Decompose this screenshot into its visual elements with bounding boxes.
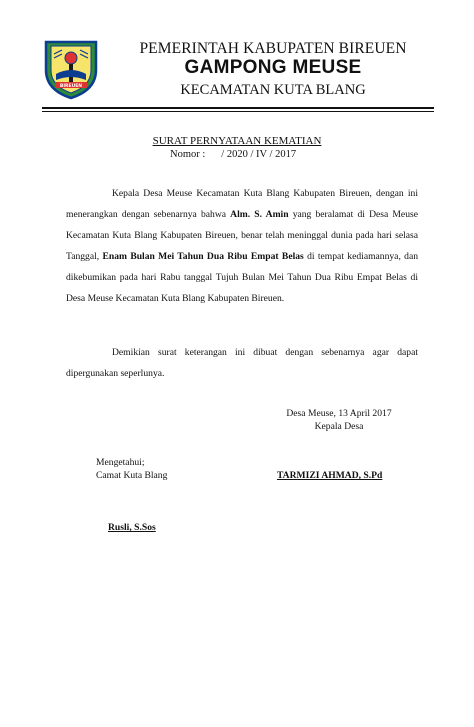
signature-block <box>264 407 414 433</box>
place-date: Desa Meuse, 13 April 2017 <box>286 408 392 419</box>
regency-logo <box>42 36 100 100</box>
acknowledge-label: Mengetahui; <box>96 457 145 468</box>
signer-name: TARMIZI AHMAD, S.Pd <box>277 470 383 481</box>
document-number-value: / 2020 / IV / 2017 <box>221 149 297 160</box>
signer-position: Kepala Desa <box>314 421 364 432</box>
p1-text-a: Kepala Desa Meuse Kecamatan Kuta Blang Kabupaten Bireuen, dengan ini menerangkan dengan sebenarnya bahwa <box>66 188 418 220</box>
acknowledge-name: Rusli, S.Sos <box>108 522 156 533</box>
document-number-label: Nomor : <box>170 149 206 160</box>
header-government: PEMERINTAH KABUPATEN BIREUEN <box>139 40 407 57</box>
body-paragraph-2 <box>66 342 418 384</box>
deceased-name: Alm. S. Amin <box>230 209 289 220</box>
body-paragraph-1 <box>66 183 418 309</box>
header-district: KECAMATAN KUTA BLANG <box>180 82 366 98</box>
header-rule-thin <box>42 111 434 112</box>
acknowledge-position: Camat Kuta Blang <box>96 470 168 481</box>
p1-text-b: yang beralamat di Desa Meuse Kecamatan Kuta Blang Kabupaten Bireuen, benar telah meninggal dunia pada hari selasa Tanggal, <box>66 209 418 262</box>
acknowledge-block <box>96 456 196 482</box>
p2-text: Demikian surat keterangan ini dibuat dengan sebenarnya agar dapat dipergunakan seperlunya. <box>66 347 418 379</box>
header-village: GAMPONG MEUSE <box>184 57 362 78</box>
document-number <box>170 149 390 160</box>
document-title: SURAT PERNYATAAN KEMATIAN <box>152 135 322 147</box>
header-rule-thick <box>42 107 434 109</box>
death-date: Enam Bulan Mei Tahun Dua Ribu Empat Belas <box>102 251 304 262</box>
logo-banner-text: BIREUEN <box>59 84 83 89</box>
p1-text-c: di tempat kediamannya, dan dikebumikan pada hari Rabu tanggal Tujuh Bulan Mei Tahun Dua Ribu Empat Belas di Desa Meuse Kecamatan Kuta Blang Kabupaten Bireuen. <box>66 251 419 304</box>
